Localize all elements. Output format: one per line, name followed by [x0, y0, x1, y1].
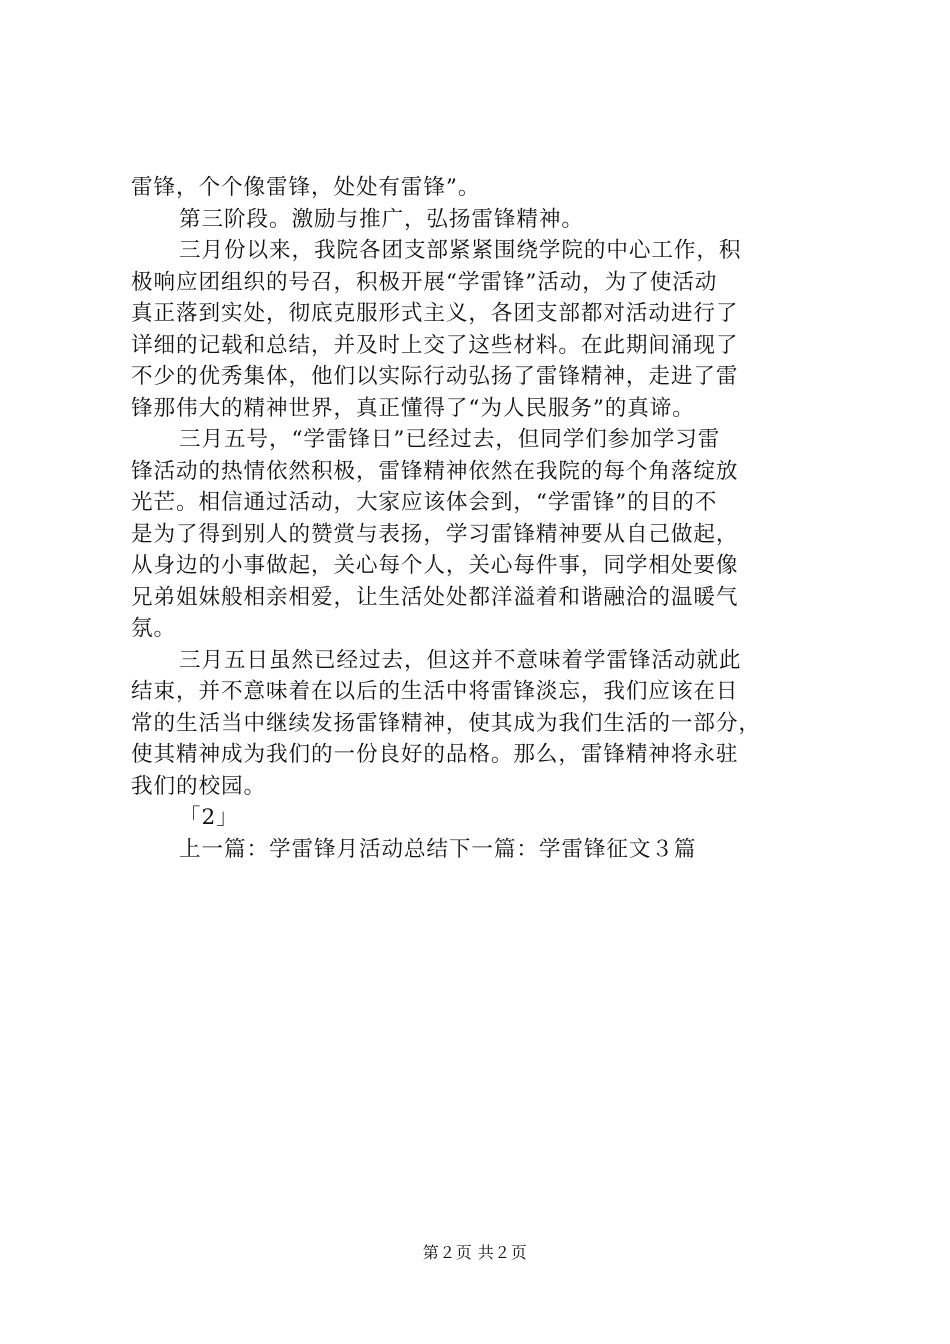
text-line: 从身边的小事做起，关心每个人，关心每件事，同学相处要像 — [131, 553, 739, 578]
page-footer — [0, 1243, 950, 1263]
text-line: 不少的优秀集体，他们以实际行动弘扬了雷锋精神，走进了雷 — [131, 364, 739, 389]
text-line: 锋活动的热情依然积极，雷锋精神依然在我院的每个角落绽放 — [131, 458, 739, 484]
text-line: 三月五号，“学雷锋日”已经过去，但同学们参加学习雷 — [179, 427, 721, 452]
text-line: 氛。 — [131, 616, 176, 641]
text-line: 详细的记载和总结，并及时上交了这些材料。在此期间涌现了 — [131, 332, 739, 358]
text-line: 极响应团组织的号召，积极开展“学雷锋”活动，为了使活动 — [131, 269, 718, 295]
text-line: 第三阶段。激励与推广，弘扬雷锋精神。 — [179, 206, 584, 232]
text-line: 结束，并不意味着在以后的生活中将雷锋淡忘，我们应该在日 — [131, 679, 739, 704]
text-line: 我们的校园。 — [131, 773, 266, 799]
text-line: 三月五日虽然已经过去，但这并不意味着学雷锋活动就此 — [179, 647, 742, 673]
text-line: 雷锋，个个像雷锋，处处有雷锋”。 — [131, 175, 481, 200]
text-line: 真正落到实处，彻底克服形式主义，各团支部都对活动进行了 — [131, 301, 739, 326]
text-line: 锋那伟大的精神世界，真正懂得了“为人民服务”的真谛。 — [131, 395, 695, 421]
prev-next-article-links[interactable]: 上一篇：学雷锋月活动总结下一篇：学雷锋征文３篇 — [179, 836, 697, 862]
text-line: 是为了得到别人的赞赏与表扬，学习雷锋精神要从自己做起， — [131, 521, 739, 547]
text-line: 三月份以来，我院各团支部紧紧围绕学院的中心工作，积 — [179, 238, 742, 263]
page-number-marker: 「2」 — [179, 805, 239, 830]
document-body — [131, 172, 829, 865]
page-number-label: 第２页 共２页 — [422, 1243, 528, 1262]
text-line: 光芒。相信通过活动，大家应该体会到，“学雷锋”的目的不 — [131, 490, 718, 515]
text-line: 常的生活当中继续发扬雷锋精神，使其成为我们生活的一部分， — [131, 710, 761, 736]
text-line: 使其精神成为我们的一份良好的品格。那么，雷锋精神将永驻 — [131, 742, 739, 767]
text-line: 兄弟姐妹般相亲相爱，让生活处处都洋溢着和谐融洽的温暖气 — [131, 584, 739, 610]
